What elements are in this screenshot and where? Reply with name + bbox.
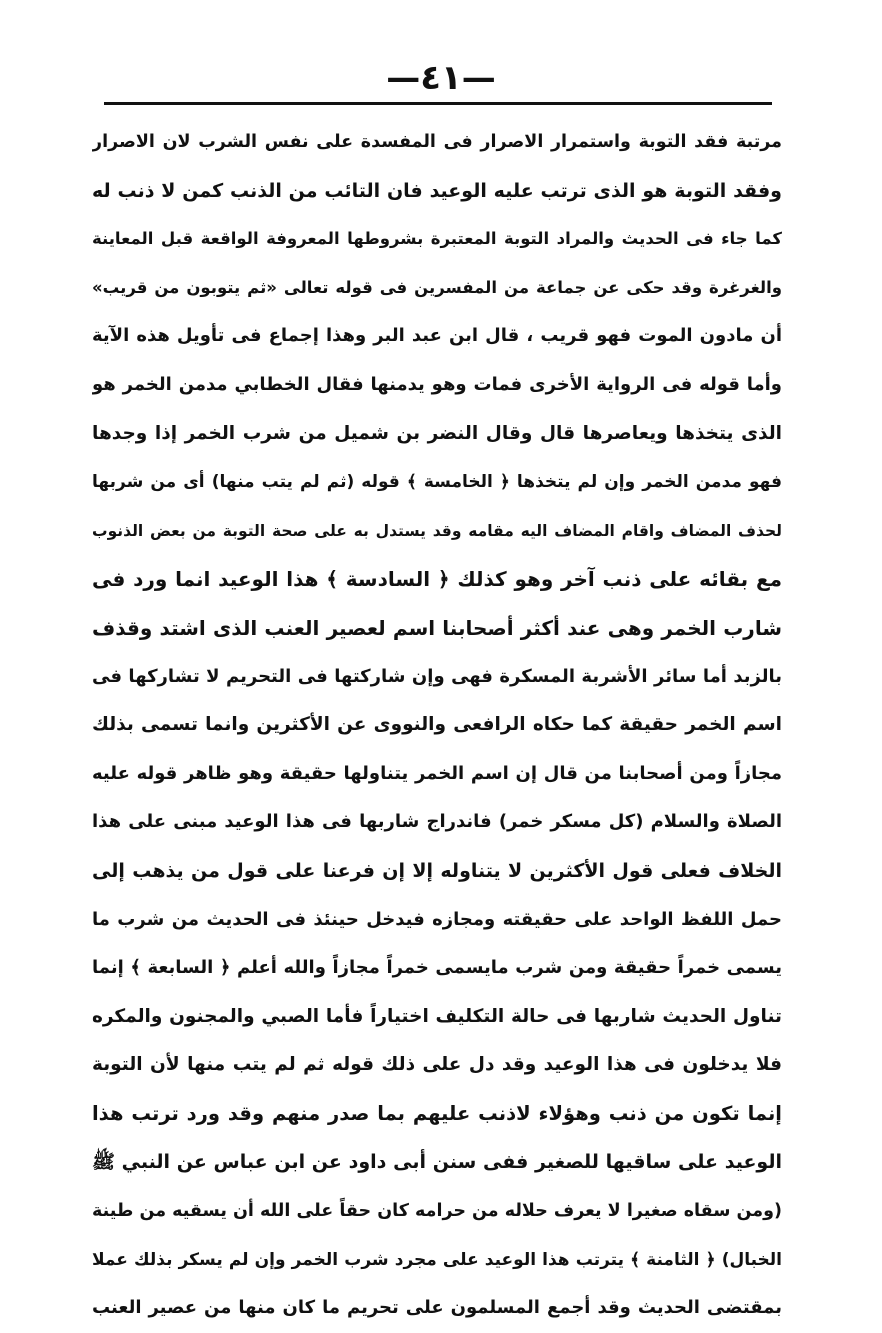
text-line: اسم الخمر حقيقة كما حكاه الرافعى والنووى عن الأكثرين وانما تسمى بذلك bbox=[92, 714, 782, 736]
text-line: مجازاً ومن أصحابنا من قال إن اسم الخمر يتناولها حقيقة وهو ظاهر قوله عليه bbox=[92, 762, 782, 784]
text-line: بمقتضى الحديث وقد أجمع المسلمون على تحريم ما كان منها من عصير العنب bbox=[92, 1297, 782, 1319]
text-line: الذى يتخذها ويعاصرها قال وقال النضر بن شميل من شرب الخمر إذا وجدها bbox=[92, 422, 782, 444]
text-line: والغرغرة وقد حكى عن جماعة من المفسرين فى قوله تعالى «ثم يتوبون من قريب» bbox=[92, 277, 782, 297]
header-rule bbox=[104, 102, 772, 105]
text-line: مع بقائه على ذنب آخر وهو كذلك ﴿ السادسة ﴾ هذا الوعيد انما ورد فى bbox=[92, 567, 782, 592]
text-line: الخلاف فعلى قول الأكثرين لا يتناوله إلا إن فرعنا على قول من يذهب إلى bbox=[92, 859, 782, 882]
text-line: الخبال) ﴿ الثامنة ﴾ يترتب هذا الوعيد على مجرد شرب الخمر وإن لم يسكر بذلك عملا bbox=[92, 1249, 782, 1270]
text-line: فهو مدمن الخمر وإن لم يتخذها ﴿ الخامسة ﴾ قوله (ثم لم يتب منها) أى من شربها bbox=[92, 472, 782, 493]
text-line: تناول الحديث شاربها فى حالة التكليف اختياراً فأما الصبي والمجنون والمكره bbox=[92, 1005, 782, 1027]
text-line: الوعيد على ساقيها للصغير ففى سنن أبى داود عن ابن عباس عن النبي ﷺ bbox=[92, 1151, 782, 1174]
text-line: كما جاء فى الحديث والمراد التوبة المعتبرة بشروطها المعروفة الواقعة قبل المعاينة bbox=[92, 229, 782, 249]
text-line: وأما قوله فى الرواية الأخرى فمات وهو يدمنها فقال الخطابي مدمن الخمر هو bbox=[92, 373, 782, 395]
text-line: بالزبد أما سائر الأشربة المسكرة فهى وإن شاركتها فى التحريم لا تشاركها فى bbox=[92, 665, 782, 687]
text-line: الصلاة والسلام (كل مسكر خمر) فاندراج شاربها فى هذا الوعيد مبنى على هذا bbox=[92, 811, 782, 833]
text-line: يسمى خمراً حقيقة ومن شرب مايسمى خمراً مجازاً والله أعلم ﴿ السابعة ﴾ إنما bbox=[92, 957, 782, 979]
body-text bbox=[92, 118, 782, 1333]
text-line: وفقد التوبة هو الذى ترتب عليه الوعيد فان التائب من الذنب كمن لا ذنب له bbox=[92, 179, 782, 202]
text-line: إنما تكون من ذنب وهؤلاء لاذنب عليهم بما صدر منهم وقد ورد ترتب هذا bbox=[92, 1101, 782, 1125]
text-line: لحذف المضاف واقام المضاف اليه مقامه وقد يستدل به على صحة التوبة من بعض الذنوب bbox=[92, 521, 782, 540]
text-line: (ومن سقاه صغيرا لا يعرف حلاله من حرامه كان حقاً على الله أن يسقيه من طينة bbox=[92, 1201, 782, 1222]
text-line: حمل اللفظ الواحد على حقيقته ومجازه فيدخل حينئذ فى الحديث من شرب ما bbox=[92, 908, 782, 930]
page-number: —٤١— bbox=[386, 58, 496, 98]
text-line: أن مادون الموت فهو قريب ، قال ابن عبد البر وهذا إجماع فى تأويل هذه الآية bbox=[92, 325, 782, 347]
text-line: فلا يدخلون فى هذا الوعيد وقد دل على ذلك قوله ثم لم يتب منها لأن التوبة bbox=[92, 1054, 782, 1076]
text-line: شارب الخمر وهى عند أكثر أصحابنا اسم لعصير العنب الذى اشتد وقذف bbox=[92, 615, 782, 640]
text-line: مرتبة فقد التوبة واستمرار الاصرار فى المفسدة على نفس الشرب لان الاصرار bbox=[92, 132, 782, 152]
